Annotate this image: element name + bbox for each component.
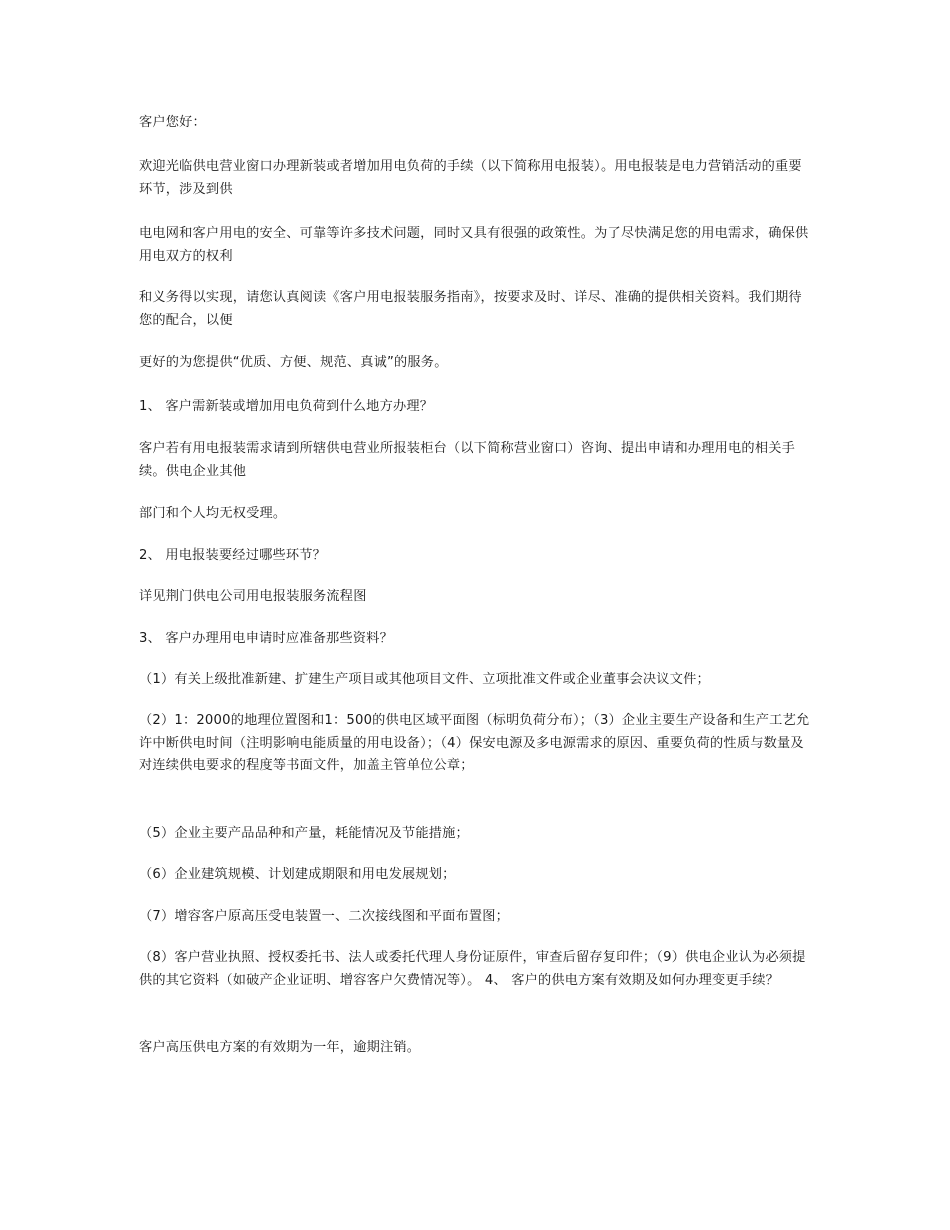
- paragraph-12: （1）有关上级批准新建、扩建生产项目或其他项目文件、立项批准文件或企业董事会决议文件；: [139, 672, 710, 687]
- paragraph-18: 客户高压供电方案的有效期为一年，逾期注销。: [139, 1040, 421, 1055]
- paragraph-5: 更好的为您提供“优质、方便、规范、真诚”的服务。: [139, 355, 448, 370]
- paragraph-15: （6）企业建筑规模、计划建成期限和用电发展规划；: [139, 867, 456, 882]
- paragraph-8: 部门和个人均无权受理。: [139, 506, 287, 521]
- paragraph-10: 详见荆门供电公司用电报装服务流程图: [139, 589, 367, 604]
- paragraph-2: 欢迎光临供电营业窗口办理新装或者增加用电负荷的手续（以下简称用电报装）。用电报装是电力营销活动的重要环节，涉及到供: [139, 159, 802, 197]
- paragraph-7: 客户若有用电报装需求请到所辖供电营业所报装柜台（以下简称营业窗口）咨询、提出申请和办理用电的相关手续。供电企业其他: [139, 441, 795, 479]
- paragraph-6: 1、 客户需新装或增加用电负荷到什么地方办理？: [139, 399, 434, 414]
- paragraph-14: （5）企业主要产品品种和产量，耗能情况及节能措施；: [139, 826, 469, 841]
- paragraph-3: 电电网和客户用电的安全、可靠等许多技术问题，同时又具有很强的政策性。为了尽快满足您的用电需求，确保供用电双方的权利: [139, 226, 809, 264]
- paragraph-16: （7）增容客户原高压受电装置一、二次接线图和平面布置图；: [139, 909, 510, 924]
- paragraph-1: 客户您好：: [139, 115, 206, 130]
- paragraph-17: （8）客户营业执照、授权委托书、法人或委托代理人身份证原件，审查后留存复印件；（9）供电企业认为必须提供的其它资料（如破产企业证明、增容客户欠费情况等）。 4、 客户的供电方案有效期及如何办理变更手续？: [139, 950, 806, 988]
- paragraph-13: （2）1：2000的地理位置图和1：500的供电区域平面图（标明负荷分布）；（3）企业主要生产设备和生产工艺允许中断供电时间（注明影响电能质量的用电设备）；（4）保安电源及多电源需求的原因、重要负荷的性质与数量及对连续供电要求的程度等书面文件，加盖主管单位公章；: [139, 713, 810, 773]
- paragraph-4: 和义务得以实现，请您认真阅读《客户用电报装服务指南》，按要求及时、详尽、准确的提供相关资料。我们期待您的配合，以便: [139, 290, 802, 328]
- paragraph-9: 2、 用电报装要经过哪些环节？: [139, 548, 327, 563]
- paragraph-11: 3、 客户办理用电申请时应准备那些资料？: [139, 631, 393, 646]
